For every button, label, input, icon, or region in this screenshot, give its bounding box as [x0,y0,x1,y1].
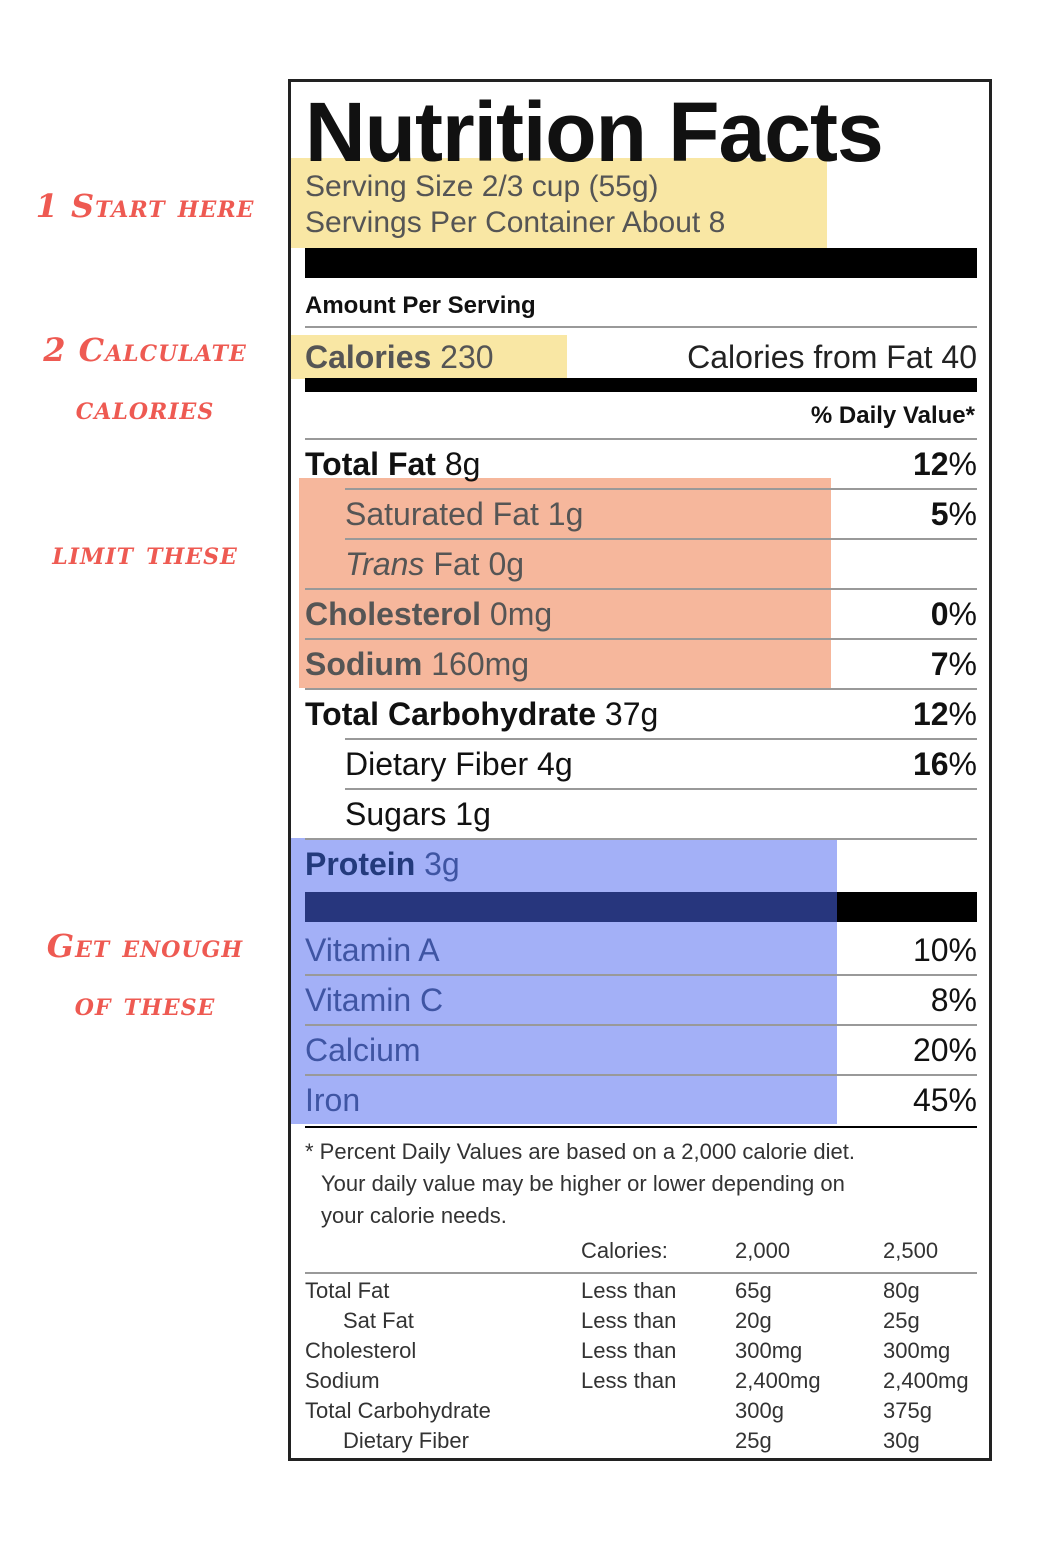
divider [345,738,977,740]
dv-row-value-2500: 300mg [883,1338,951,1363]
pct-sign: % [948,696,977,732]
pct-sign: % [948,446,977,482]
divider [305,638,977,640]
dv-row-qualifier: Less than [581,1338,677,1363]
divider [345,488,977,490]
dv-row-qualifier: Less than [581,1368,677,1393]
nutrient-row-total-fat [305,442,977,486]
vitamin-pct: 45% [912,1082,977,1118]
nutrient-amount: 160mg [431,646,530,682]
dv-row-name: Cholesterol [305,1338,417,1363]
amount-per-serving: Amount Per Serving [305,292,536,319]
vitamin-row-iron [305,1078,977,1122]
footnote-line-3: your calorie needs. [321,1203,507,1228]
divider [305,688,977,690]
dv-row-qualifier: Less than [581,1308,677,1333]
serving-size: Serving Size 2/3 cup (55g) [305,170,659,203]
calories-row [305,335,977,379]
nutrient-row-sodium [305,642,977,686]
highlight-overlap-bar [305,892,837,922]
thick-divider [305,248,977,278]
divider [305,1074,977,1076]
dv-row-name: Sodium [305,1368,380,1393]
pct-sign: % [948,746,977,782]
nutrient-amount: 0g [488,546,525,582]
nutrient-pct: 12 [912,446,949,482]
vitamin-name: Vitamin C [305,982,444,1018]
nutrient-amount: 1g [455,796,491,832]
dv-table-body [305,1276,977,1460]
annotation-calculate-calories-line1: 2 Calculate [43,331,247,369]
annotation-calculate-calories-line2: calories [75,389,215,427]
pct-sign: % [948,646,977,682]
nutrient-pct: 16 [912,746,949,782]
dv-table-header [305,1236,977,1272]
label-title: Nutrition Facts [305,85,883,179]
vitamin-pct: 10% [912,932,977,968]
nutrient-name: Total Carbohydrate [305,696,596,732]
calories-from-fat: Calories from Fat 40 [687,339,977,375]
nutrient-amount: 37g [604,696,659,732]
nutrient-row-trans-fat [305,542,977,586]
nutrient-row-dietary-fiber [305,742,977,786]
vitamin-row-vitamin-a [305,928,977,972]
dv-row-name: Dietary Fiber [343,1428,469,1453]
daily-value-header: % Daily Value* [810,402,975,429]
nutrient-pct: 0 [930,596,949,632]
nutrient-name-suffix: Fat [433,546,480,582]
dv-row-qualifier: Less than [581,1278,677,1303]
nutrient-amount: 8g [444,446,481,482]
divider [305,1024,977,1026]
nutrient-row-cholesterol [305,592,977,636]
nutrient-pct: 7 [930,646,949,682]
dv-header-2500: 2,500 [883,1238,939,1263]
dv-row-value-2000: 65g [735,1278,772,1303]
nutrient-amount: 0mg [489,596,553,632]
dv-header-calories: Calories: [581,1238,668,1263]
dv-row-value-2500: 80g [883,1278,920,1303]
pct-sign: % [948,596,977,632]
vitamin-row-calcium [305,1028,977,1072]
dv-row-value-2500: 2,400mg [883,1368,969,1393]
nutrient-amount: 1g [547,496,584,532]
divider [305,1272,977,1274]
dv-row-name: Total Fat [305,1278,390,1303]
divider [345,538,977,540]
calories-label: Calories [305,339,432,375]
nutrient-name: Dietary Fiber [345,746,529,782]
vitamin-pct: 20% [912,1032,977,1068]
nutrient-name: Trans [345,546,425,582]
divider [305,588,977,590]
annotation-start-here: 1 Start here [35,187,255,225]
divider [345,788,977,790]
annotation-get-enough-line1: Get enough [46,927,244,965]
dv-header-2000: 2,000 [735,1238,791,1263]
nutrient-name: Total Fat [305,446,436,482]
nutrient-pct: 12 [912,696,949,732]
nutrient-row-saturated-fat [305,492,977,536]
calories-value: 230 [440,339,494,375]
nutrient-row-protein [305,842,977,886]
vitamin-name: Calcium [305,1032,421,1068]
divider [305,1126,977,1128]
dv-row-value-2000: 300g [735,1398,784,1423]
dv-row-name: Total Carbohydrate [305,1398,491,1423]
footnote-line-2: Your daily value may be higher or lower depending on [321,1171,845,1196]
nutrient-name: Cholesterol [305,596,482,632]
dv-row-value-2000: 2,400mg [735,1368,821,1393]
annotation-limit-these: limit these [52,534,238,572]
dv-row-value-2000: 300mg [735,1338,803,1363]
dv-row-name: Sat Fat [343,1308,414,1333]
medium-divider [305,378,977,392]
vitamin-name: Iron [305,1082,361,1118]
nutrient-row-total-carbohydrate [305,692,977,736]
vitamin-row-vitamin-c [305,978,977,1022]
dv-row-value-2500: 25g [883,1308,920,1333]
nutrient-name: Sugars [345,796,447,832]
nutrient-amount: 3g [424,846,460,882]
dv-row-value-2000: 20g [735,1308,772,1333]
divider [305,326,977,328]
divider [305,438,977,440]
dv-row-value-2500: 30g [883,1428,920,1453]
dv-row-value-2000: 25g [735,1428,772,1453]
footnote-line-1: * Percent Daily Values are based on a 2,000 calorie diet. [305,1139,855,1164]
divider [305,838,977,840]
vitamin-pct: 8% [930,982,977,1018]
pct-sign: % [948,496,977,532]
dv-row-value-2500: 375g [883,1398,932,1423]
nutrient-amount: 4g [537,746,573,782]
nutrition-facts-label [288,79,992,1461]
divider [305,974,977,976]
nutrient-name: Protein [305,846,416,882]
nutrient-pct: 5 [930,496,949,532]
servings-per-container: Servings Per Container About 8 [305,206,726,239]
vitamin-name: Vitamin A [305,932,440,968]
nutrient-row-sugars [305,792,977,836]
nutrient-name: Sodium [305,646,423,682]
annotation-get-enough-line2: of these [74,985,216,1023]
nutrient-name: Saturated Fat [345,496,539,532]
